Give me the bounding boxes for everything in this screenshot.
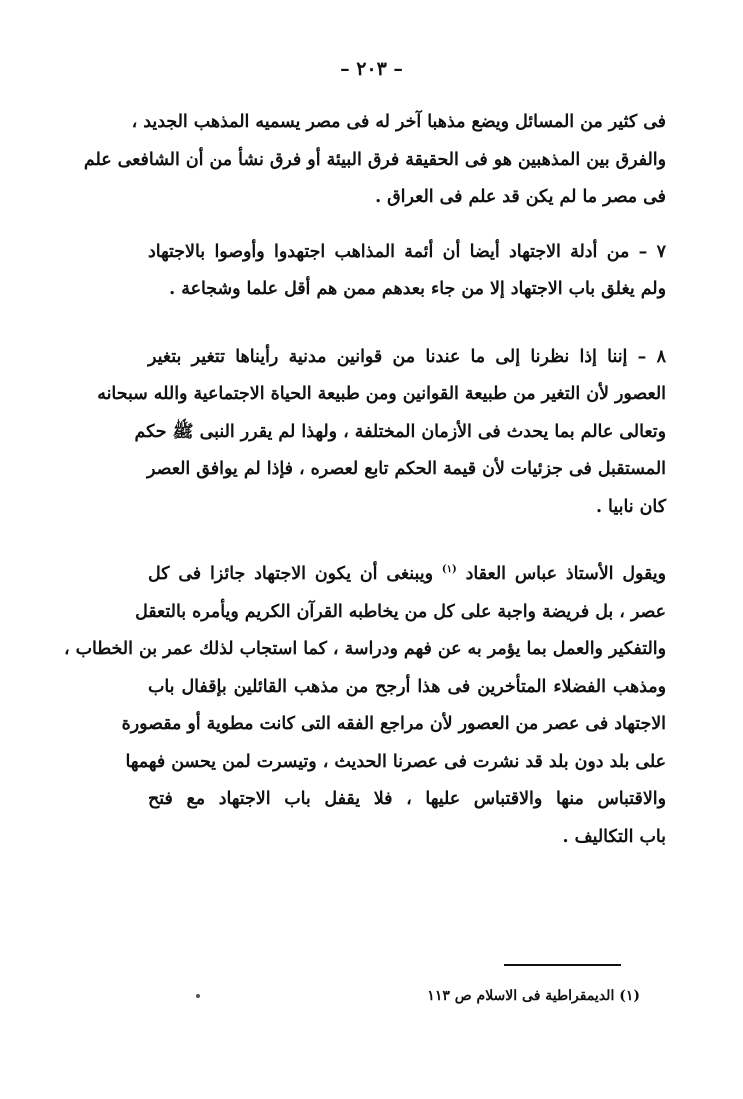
body-text [63,104,666,856]
text-line: والفرق بين المذهبين هو فى الحقيقة فرق البيئة أو فرق نشأ من أن الشافعى علم [83,149,666,170]
text-segment: ويقول الأستاذ عباس العقاد [465,564,666,584]
text-line: باب التكاليف . [562,826,666,847]
text-line: العصور لأن التغير من طبيعة القوانين ومن طبيعة الحياة الاجتماعية والله سبحانه [97,384,666,404]
footnote-reference: (١) [441,564,457,576]
text-line: عصر ، بل فريضة واجبة على كل من يخاطبه القرآن الكريم ويأمره بالتعقل [135,601,666,622]
text-line: الاجتهاد فى عصر من العصور لأن مراجع الفقه التى كانت مطوية أو مقصورة [121,714,666,734]
text-line: ٨ – إننا إذا نظرنا إلى ما عندنا من قوانين مدنية رأيناها تتغير بتغير [148,346,666,367]
text-line: ولم يغلق باب الاجتهاد إلا من جاء بعدهم ممن هم أقل علما وشجاعة . [169,279,666,299]
text-line: ومذهب الفضلاء المتأخرين فى هذا أرجح من مذهب القائلين بإقفال باب [148,676,666,697]
paragraph-gap [148,526,666,556]
paragraph-3 [97,339,666,527]
text-line: والاقتباس منها والاقتباس عليها ، فلا يقفل باب الاجتهاد مع فتح [148,789,666,809]
paragraph-2 [148,234,666,309]
text-line: كان نابيا . [595,496,666,517]
text-line-with-note [148,556,666,594]
text-line: فى مصر ما لم يكن قد علم فى العراق . [375,187,666,207]
text-line: على بلد دون بلد قد نشرت فى عصرنا الحديث ، وتيسرت لمن يحسن فهمها [125,751,666,772]
paragraph-gap [148,217,666,234]
text-line: فى كثير من المسائل ويضع مذهبا آخر له فى مصر يسميه المذهب الجديد ، [131,112,666,132]
text-line: ٧ – من أدلة الاجتهاد أيضا أن أئمة المذاهب اجتهدوا وأوصوا بالاجتهاد [148,241,666,262]
text-line: والتفكير والعمل بما يؤمر به عن فهم ودراسة ، كما استجاب لذلك عمر بن الخطاب ، [63,639,666,659]
paragraph-4 [63,556,666,856]
footnote: (١) الديمقراطية فى الاسلام ص ١١٣ [427,988,640,1004]
scan-speck [196,994,200,998]
footnote-divider [504,964,621,966]
text-line: وتعالى عالم بما يحدث فى الأزمان المختلفة ، ولهذا لم يقرر النبى ﷺ حكم [134,421,666,442]
paragraph-1 [83,104,666,217]
text-line: المستقبل فى جزئيات لأن قيمة الحكم تابع لعصره ، فإذا لم يوافق العصر [147,459,666,479]
page-number: – ٢٠٣ – [340,58,403,80]
text-segment: ويبنغى أن يكون الاجتهاد جائزا فى كل [148,564,434,584]
paragraph-gap [148,309,666,339]
